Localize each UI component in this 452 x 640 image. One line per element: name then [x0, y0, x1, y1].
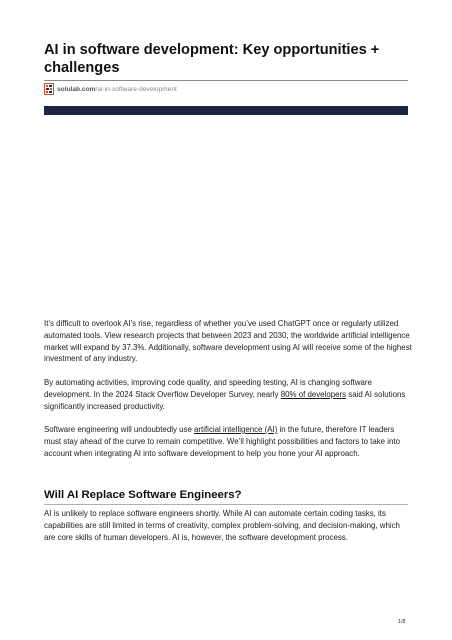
paragraph-automation — [44, 377, 412, 412]
section-divider — [44, 504, 408, 505]
ai-link[interactable]: artificial intelligence (AI) — [194, 425, 278, 434]
survey-link[interactable]: 80% of developers — [280, 389, 347, 399]
source-path[interactable]: /ai-in-software-development — [95, 85, 177, 93]
hero-image — [44, 106, 408, 115]
intro-paragraph: It’s difficult to overlook AI’s rise, regardless of whether you’ve used ChatGPT once or regularly utilized automated tools. View research projects that between 2023 and 2030, the worldwide artificial intelligence market will expand by 37.3%. Additionally, software development using AI will receive some of the highest investment of any industry. — [44, 319, 412, 364]
page-number: 1/8 — [398, 619, 406, 625]
source-line[interactable] — [44, 83, 177, 95]
solulab-favicon-icon — [44, 83, 54, 95]
article-title: AI in software development: Key opportunities + challenges — [44, 42, 380, 76]
source-url[interactable] — [57, 86, 177, 93]
section-paragraph: AI is unlikely to replace software engineers shortly. While AI can automate certain coding tasks, its capabilities are still limited in terms of creativity, complex problem-solving, and decision-making, which are core skills of human developers. AI is, however, the software development process. — [44, 509, 400, 542]
source-domain[interactable]: solulab.com — [57, 85, 96, 93]
paragraph-text: said AI solutions significantly increased productivity. — [44, 389, 406, 411]
title-divider — [44, 80, 408, 81]
paragraph-text: in the future, therefore IT leaders must stay ahead of the curve to remain competitive. We’ll highlight possibilities and factors to take into account when integrating AI into software development to help you hone your AI approach. — [44, 425, 400, 458]
paragraph-text: By automating activities, improving code quality, and speeding testing, AI is changing software development. In the 2024 Stack Overflow Developer Survey, nearly — [44, 378, 372, 399]
paragraph-text: Software engineering will undoubtedly use — [44, 425, 195, 434]
paragraph-future — [44, 424, 412, 459]
section-heading: Will AI Replace Software Engineers? — [44, 489, 242, 501]
